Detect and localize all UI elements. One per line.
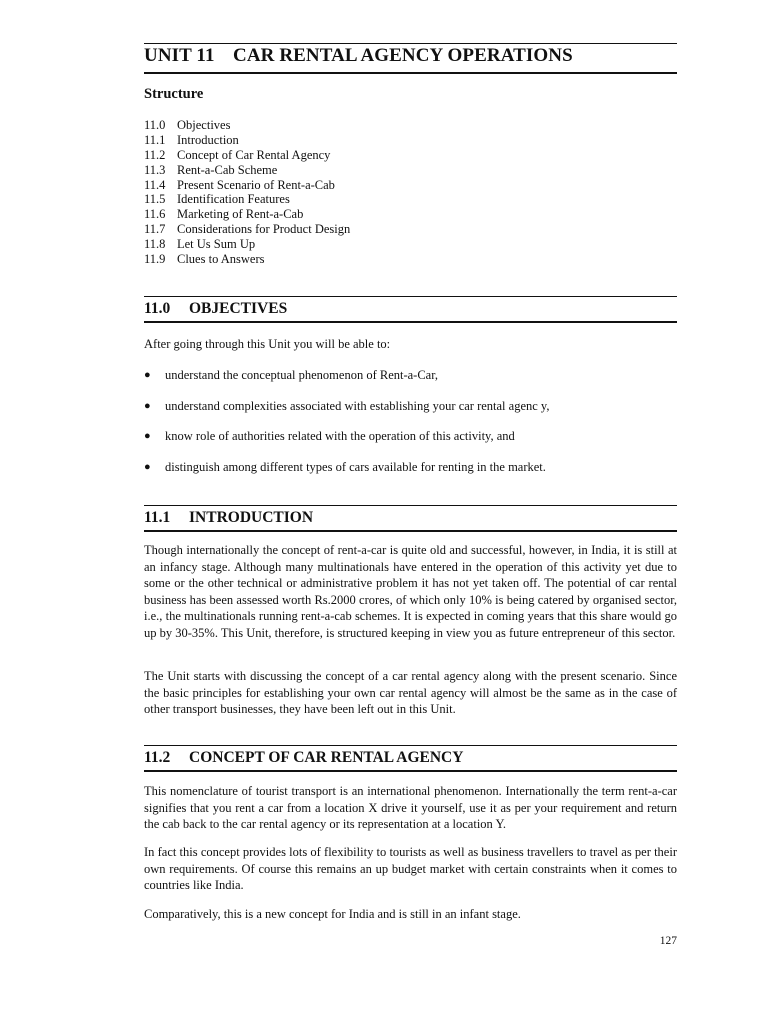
bullet-icon: ● <box>144 369 151 381</box>
section-number: 11.0 <box>144 300 171 317</box>
toc-number: 11.4 <box>144 177 166 192</box>
concept-paragraph: Comparatively, this is a new concept for India and is still in an infant stage. <box>144 907 521 921</box>
toc-number: 11.0 <box>144 118 166 132</box>
toc-item <box>144 252 350 267</box>
section-heading-concept <box>144 745 677 772</box>
introduction-paragraph: The Unit starts with discussing the concept of a car rental agency along with the present scenario. Since the basic principles for establishing your own car rental agency will almost be the same as in the case of other transport businesses, they have been left out in this Unit. <box>144 669 677 716</box>
bullet-icon: ● <box>144 430 151 442</box>
page-number: 127 <box>659 935 677 947</box>
toc-label: Rent-a-Cab Scheme <box>177 162 278 177</box>
toc-number: 11.2 <box>144 147 166 162</box>
structure-title: Structure <box>144 86 204 102</box>
section-heading-objectives <box>144 296 677 323</box>
concept-paragraph: In fact this concept provides lots of flexibility to tourists as well as business travellers to travel as per their own requirements. Of course this remains an up budget market with certain constraints when it comes to countries like India. <box>144 845 677 892</box>
toc-label: Introduction <box>177 132 239 147</box>
introduction-paragraph: Though internationally the concept of rent-a-car is quite old and successful, however, in India, it is still at an infancy stage. Although many multinationals have entered in the operation of this activity yet due to some or the other technical or administrative problem it has not yet taken off. The potential of car rental business has been assessed worth Rs.2000 crores, of which only 10% is being catered by organised sector, i.e., the multinationals running rent-a-cab schemes. It is expected in coming years that this share would go up by 30-35%. This Unit, therefore, is structured keeping in view you as future entrepreneur of this sector. <box>144 543 677 640</box>
bullet-text: understand the conceptual phenomenon of Rent-a-Car, <box>165 368 439 382</box>
toc-label: Clues to Answers <box>177 252 265 267</box>
toc-item <box>144 192 350 207</box>
toc-label: Concept of Car Rental Agency <box>177 147 331 162</box>
structure-list <box>144 118 350 267</box>
toc-number: 11.1 <box>144 132 166 147</box>
toc-label: Present Scenario of Rent-a-Cab <box>177 177 335 192</box>
bullet-text: know role of authorities related with the operation of this activity, and <box>165 429 515 443</box>
toc-label: Considerations for Product Design <box>177 222 351 237</box>
toc-label: Objectives <box>177 118 231 132</box>
unit-title: CAR RENTAL AGENCY OPERATIONS <box>233 45 573 66</box>
section-title: CONCEPT OF CAR RENTAL AGENCY <box>189 749 464 766</box>
toc-item <box>144 237 350 252</box>
bullet-text: understand complexities associated with establishing your car rental agenc y, <box>165 399 550 413</box>
toc-number: 11.6 <box>144 207 166 222</box>
section-title: OBJECTIVES <box>189 300 288 317</box>
toc-item <box>144 222 350 237</box>
toc-number: 11.9 <box>144 252 166 267</box>
toc-item <box>144 133 350 148</box>
toc-number: 11.5 <box>144 192 166 207</box>
section-heading-introduction <box>144 505 677 532</box>
toc-item <box>144 163 350 178</box>
toc-number: 11.3 <box>144 162 166 177</box>
unit-heading <box>144 43 677 74</box>
concept-paragraph: This nomenclature of tourist transport is an international phenomenon. Internationally the term rent-a-car signifies that you rent a car from a location X drive it yourself, use it as per your requirement and return the cab back to the car rental agency or its representation at a location Y. <box>144 784 677 831</box>
bullet-icon: ● <box>144 461 151 473</box>
toc-item <box>144 207 350 222</box>
unit-number: UNIT 11 <box>144 45 215 66</box>
toc-item <box>144 118 350 133</box>
toc-item <box>144 148 350 163</box>
toc-number: 11.8 <box>144 237 166 252</box>
section-number: 11.2 <box>144 749 171 766</box>
section-number: 11.1 <box>144 509 171 526</box>
document-page <box>144 0 677 1024</box>
bullet-text: distinguish among different types of cars available for renting in the market. <box>165 460 546 474</box>
bullet-icon: ● <box>144 400 151 412</box>
objectives-intro: After going through this Unit you will be able to: <box>144 337 391 351</box>
toc-label: Identification Features <box>177 192 290 207</box>
section-title: INTRODUCTION <box>189 509 314 526</box>
toc-number: 11.7 <box>144 222 166 237</box>
toc-item <box>144 178 350 193</box>
toc-label: Let Us Sum Up <box>177 237 256 252</box>
toc-label: Marketing of Rent-a-Cab <box>177 207 304 222</box>
